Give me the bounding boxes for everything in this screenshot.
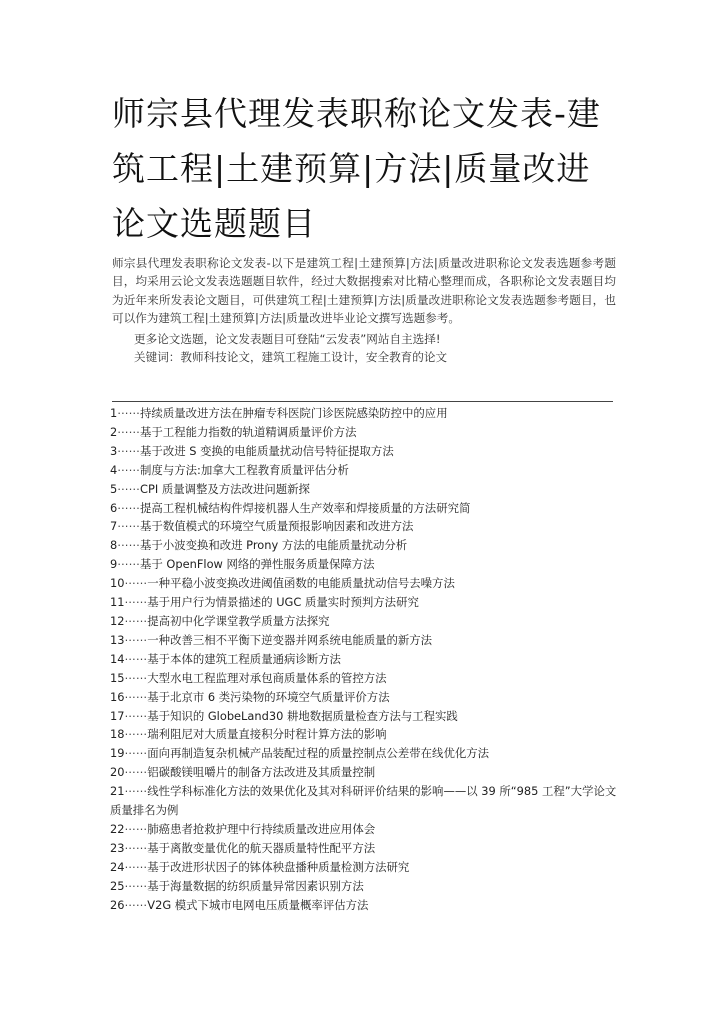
leader-dots: ⋯⋯: [124, 897, 148, 912]
leader-dots: ⋯⋯: [124, 632, 148, 647]
leader-dots: ⋯⋯: [124, 651, 148, 666]
topic-title: 基于知识的 GlobeLand30 耕地数据质量检查方法与工程实践: [147, 708, 458, 723]
topic-item: [110, 423, 618, 442]
leader-dots: ⋯⋯: [124, 878, 148, 893]
topic-title: CPI 质量调整及方法改进问题新探: [140, 481, 310, 496]
topic-item: [110, 574, 618, 593]
topic-title: 线性学科标准化方法的效果优化及其对科研评价结果的影响——以 39 所“985 工程”大学论文质量排名为例: [110, 784, 617, 818]
topic-number: 2: [110, 424, 118, 439]
topic-number: 3: [110, 443, 118, 458]
topic-title: 基于改进 S 变换的电能质量扰动信号特征提取方法: [140, 443, 394, 458]
topic-number: 9: [110, 557, 118, 572]
topic-number: 22: [110, 821, 125, 836]
topic-title: 基于离散变量优化的航天器质量特性配平方法: [147, 840, 376, 855]
topic-item: [110, 877, 618, 896]
topic-title: 一种平稳小波变换改进阈值函数的电能质量扰动信号去噪方法: [147, 576, 455, 591]
leader-dots: ⋯⋯: [124, 746, 148, 761]
topic-title: 基于数值模式的环境空气质量预报影响因素和改进方法: [140, 519, 414, 534]
topic-title: 持续质量改进方法在肿瘤专科医院门诊医院感染防控中的应用: [140, 406, 448, 420]
topic-item: [110, 404, 618, 423]
topic-item: [110, 744, 618, 763]
topic-title: V2G 模式下城市电网电压质量概率评估方法: [147, 897, 369, 912]
divider-line: [112, 401, 613, 402]
leader-dots: ⋯⋯: [117, 462, 141, 477]
topic-number: 25: [110, 878, 125, 893]
topic-title: 制度与方法:加拿大工程教育质量评估分析: [140, 462, 349, 477]
topic-item: [110, 820, 618, 839]
topic-number: 21: [110, 784, 125, 799]
topic-item: [110, 499, 618, 518]
topic-title: 基于海量数据的纺织质量异常因素识别方法: [147, 878, 364, 893]
topic-item: [110, 688, 618, 707]
leader-dots: ⋯⋯: [124, 613, 148, 628]
topic-item: [110, 763, 618, 782]
topic-number: 19: [110, 746, 125, 761]
leader-dots: ⋯⋯: [124, 727, 148, 742]
topic-number: 10: [110, 576, 125, 591]
leader-dots: ⋯⋯: [124, 670, 148, 685]
topic-title: 面向再制造复杂机械产品装配过程的质量控制点公差带在线优化方法: [147, 746, 490, 761]
leader-dots: ⋯⋯: [117, 424, 141, 439]
topic-number: 15: [110, 670, 125, 685]
topic-item: [110, 593, 618, 612]
topic-item: [110, 725, 618, 744]
topic-title: 基于用户行为情景描述的 UGC 质量实时预判方法研究: [147, 595, 419, 610]
topic-item: [110, 839, 618, 858]
leader-dots: ⋯⋯: [124, 595, 148, 610]
topic-item: [110, 555, 618, 574]
topic-title: 提高工程机械结构件焊接机器人生产效率和焊接质量的方法研究简: [140, 500, 471, 515]
topic-item: [110, 782, 618, 820]
topic-title: 基于工程能力指数的轨道精调质量评价方法: [140, 424, 357, 439]
topic-title: 基于改进形状因子的钵体秧盘播种质量检测方法研究: [147, 859, 410, 874]
keywords-line: 关键词：教师科技论文，建筑工程施工设计，安全教育的论文: [134, 350, 448, 364]
topic-number: 6: [110, 500, 118, 515]
topic-number: 18: [110, 727, 125, 742]
topic-number: 13: [110, 632, 125, 647]
topic-item: [110, 536, 618, 555]
topic-item: [110, 442, 618, 461]
topic-title: 基于 OpenFlow 网络的弹性服务质量保障方法: [140, 557, 375, 572]
topic-number: 7: [110, 519, 118, 534]
topic-number: 16: [110, 689, 125, 704]
topic-item: [110, 631, 618, 650]
topic-item: [110, 480, 618, 499]
topic-item: [110, 461, 618, 480]
topic-number: 12: [110, 613, 125, 628]
topic-number: 8: [110, 538, 118, 553]
more-topics-note: 更多论文选题，论文发表题目可登陆“云发表”网站自主选择!: [134, 332, 441, 346]
page-title: 师宗县代理发表职称论文发表-建筑工程|土建预算|方法|质量改进论文选题题目: [112, 94, 601, 243]
topic-title: 基于小波变换和改进 Prony 方法的电能质量扰动分析: [140, 538, 408, 553]
topic-number: 4: [110, 462, 118, 477]
topic-number: 20: [110, 765, 125, 780]
topic-number: 1: [110, 406, 118, 420]
leader-dots: ⋯⋯: [124, 821, 148, 836]
leader-dots: ⋯⋯: [124, 784, 148, 799]
leader-dots: ⋯⋯: [124, 689, 148, 704]
leader-dots: ⋯⋯: [117, 557, 141, 572]
topic-item: [110, 858, 618, 877]
topic-title: 大型水电工程监理对承包商质量体系的管控方法: [147, 670, 387, 685]
leader-dots: ⋯⋯: [117, 538, 141, 553]
topic-item: [110, 517, 618, 536]
topic-number: 17: [110, 708, 125, 723]
leader-dots: ⋯⋯: [124, 708, 148, 723]
leader-dots: ⋯⋯: [117, 406, 141, 420]
topic-title: 肺癌患者抢救护理中行持续质量改进应用体会: [147, 821, 376, 836]
topic-item: [110, 707, 618, 726]
topic-number: 5: [110, 481, 118, 496]
topic-title: 铝碳酸镁咀嚼片的制备方法改进及其质量控制: [147, 765, 376, 780]
topic-list: [110, 404, 618, 914]
leader-dots: ⋯⋯: [124, 576, 148, 591]
topic-title: 瑞利阻尼对大质量直接积分时程计算方法的影响: [147, 727, 387, 742]
topic-item: [110, 669, 618, 688]
topic-title: 一种改善三相不平衡下逆变器并网系统电能质量的新方法: [147, 632, 433, 647]
topic-number: 26: [110, 897, 125, 912]
leader-dots: ⋯⋯: [124, 859, 148, 874]
intro-paragraph: 师宗县代理发表职称论文发表-以下是建筑工程|土建预算|方法|质量改进职称论文发表选题参考题目，均采用云论文发表选题题目软件，经过大数据搜索对比精心整理而成，各职称论文发表题目均为近年来所发表论文题目，可供建筑工程|土建预算|方法|质量改进职称论文发表选题参考题目，也可以作为建筑工程|土建预算|方法|质量改进毕业论文撰写选题参考。: [112, 256, 616, 326]
leader-dots: ⋯⋯: [124, 765, 148, 780]
topic-title: 提高初中化学课堂教学质量方法探究: [147, 613, 330, 628]
leader-dots: ⋯⋯: [117, 481, 141, 496]
topic-number: 11: [110, 595, 125, 610]
leader-dots: ⋯⋯: [117, 519, 141, 534]
leader-dots: ⋯⋯: [117, 500, 141, 515]
topic-item: [110, 650, 618, 669]
topic-number: 24: [110, 859, 125, 874]
topic-item: [110, 612, 618, 631]
topic-item: [110, 896, 618, 915]
leader-dots: ⋯⋯: [124, 840, 148, 855]
leader-dots: ⋯⋯: [117, 443, 141, 458]
topic-number: 23: [110, 840, 125, 855]
topic-title: 基于本体的建筑工程质量通病诊断方法: [147, 651, 341, 666]
topic-title: 基于北京市 6 类污染物的环境空气质量评价方法: [147, 689, 390, 704]
topic-number: 14: [110, 651, 125, 666]
